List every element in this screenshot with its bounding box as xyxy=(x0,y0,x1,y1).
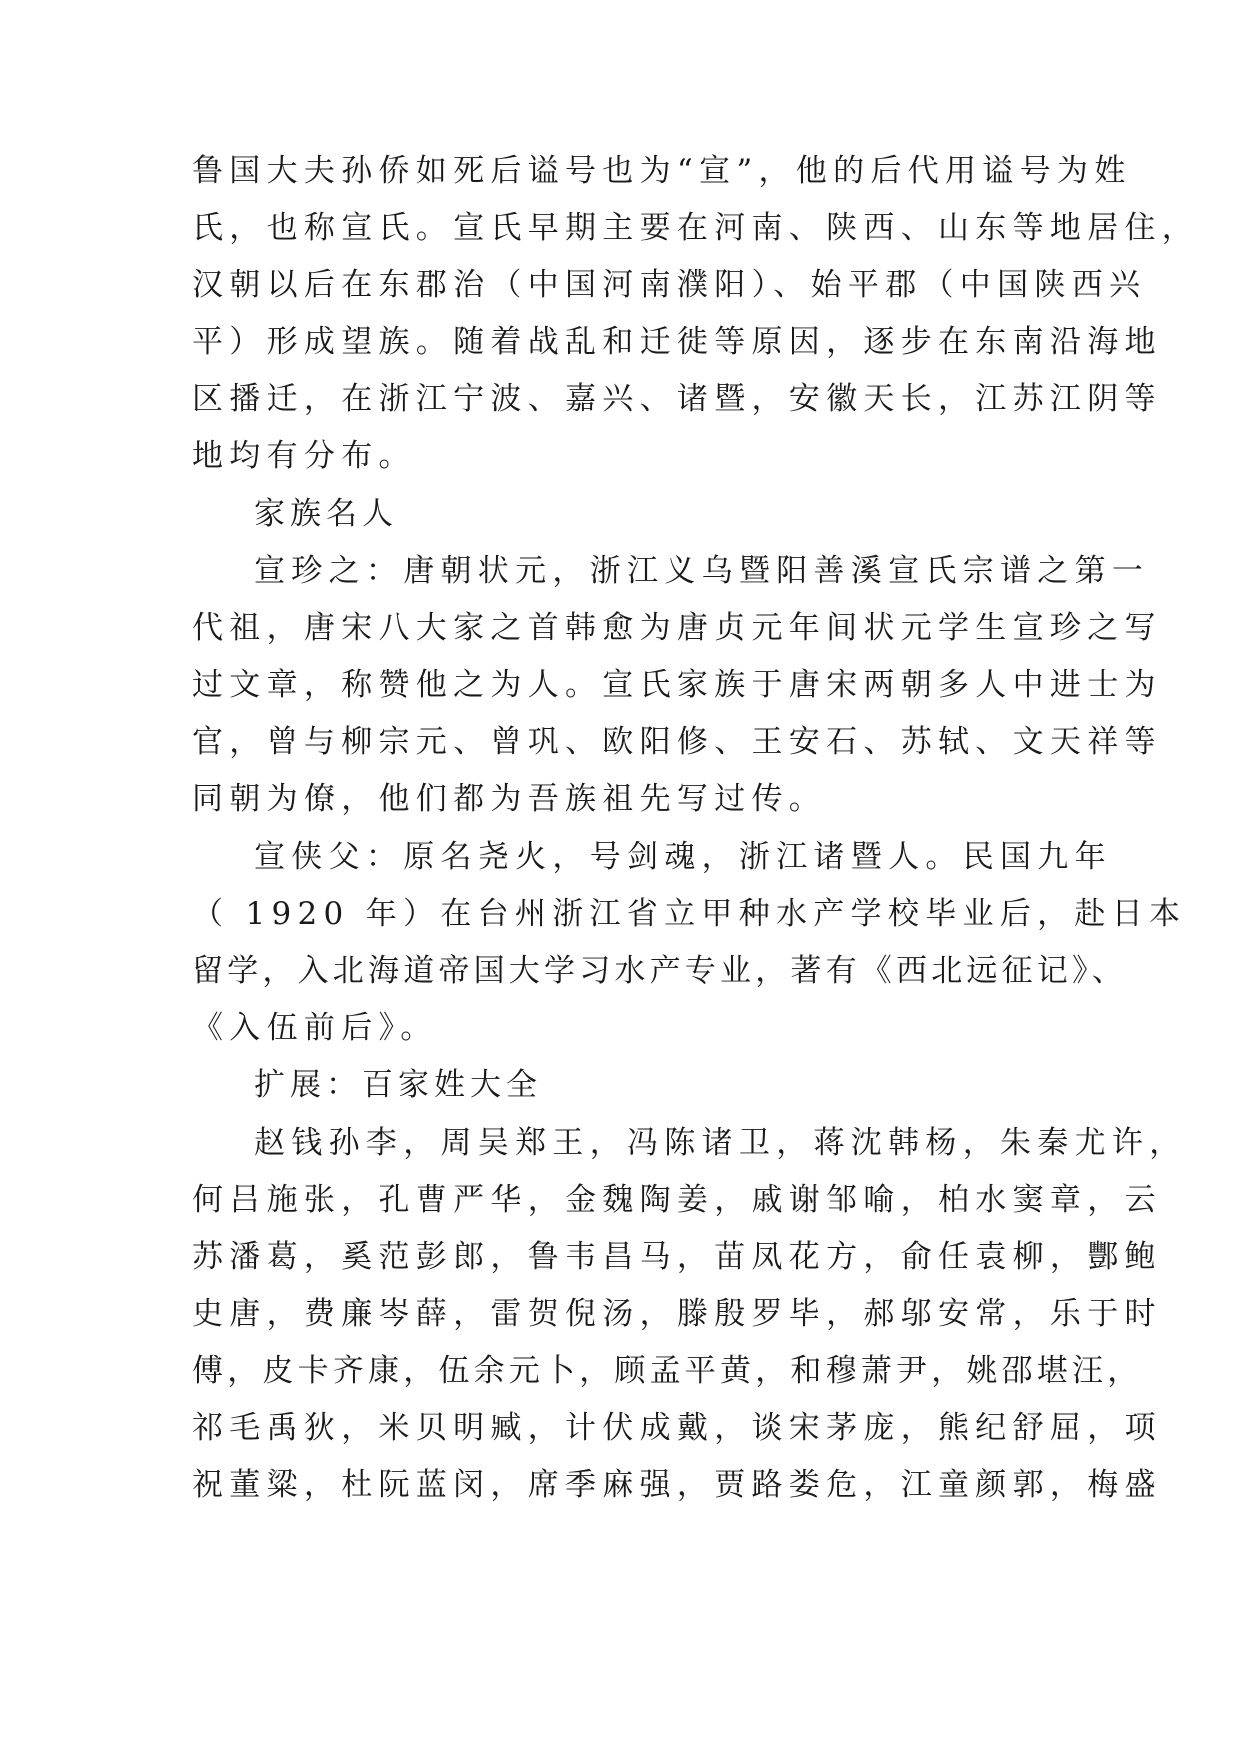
text-line: 祁毛禹狄，米贝明臧，计伏成戴，谈宋茅庞，熊纪舒屈，项 xyxy=(192,1410,1162,1446)
text-line: 同朝为僚，他们都为吾族祖先写过传。 xyxy=(192,781,827,817)
text-line: 傅，皮卡齐康，伍余元卜，顾孟平黄，和穆萧尹，姚邵堪汪， xyxy=(192,1353,1143,1389)
text-line: 区播迁，在浙江宁波、嘉兴、诸暨，安徽天长，江苏江阴等 xyxy=(192,381,1162,417)
section-heading: 家族名人 xyxy=(254,496,398,532)
text-line: 《入伍前后》。 xyxy=(192,1010,438,1046)
text-line: 汉朝以后在东郡治（中国河南濮阳）、始平郡（中国陕西兴 xyxy=(192,267,1147,303)
text-line: 赵钱孙李，周吴郑王，冯陈诸卫，蒋沈韩杨，朱秦尤许， xyxy=(254,1125,1187,1161)
text-line: 宣珍之：唐朝状元，浙江义乌暨阳善溪宣氏宗谱之第一 xyxy=(254,553,1150,589)
text-line: 宣侠父：原名尧火，号剑魂，浙江诸暨人。民国九年 xyxy=(254,839,1112,875)
text-line: 地均有分布。 xyxy=(192,438,416,474)
text-line: 史唐，费廉岑薛，雷贺倪汤，滕殷罗毕，郝邬安常，乐于时 xyxy=(192,1296,1162,1332)
text-line: 代祖，唐宋八大家之首韩愈为唐贞元年间状元学生宣珍之写 xyxy=(192,610,1162,646)
text-line: 氏，也称宣氏。宣氏早期主要在河南、陕西、山东等地居住， xyxy=(192,210,1200,246)
text-line: 何吕施张，孔曹严华，金魏陶姜，戚谢邹喻，柏水窦章，云 xyxy=(192,1182,1162,1218)
text-line: 苏潘葛，奚范彭郎，鲁韦昌马，苗凤花方，俞任袁柳，酆鲍 xyxy=(192,1239,1162,1275)
text-line: 鲁国大夫孙侨如死后谥号也为“宣”，他的后代用谥号为姓 xyxy=(192,153,1132,189)
text-line: 祝董粱，杜阮蓝闵，席季麻强，贾路娄危，江童颜郭，梅盛 xyxy=(192,1467,1162,1503)
text-line: 过文章，称赞他之为人。宣氏家族于唐宋两朝多人中进士为 xyxy=(192,667,1162,703)
text-line: 留学，入北海道帝国大学习水产专业，著有《西北远征记》、 xyxy=(192,953,1127,989)
text-line: （ 1920 年）在台州浙江省立甲种水产学校毕业后，赴日本 xyxy=(192,896,1187,932)
section-heading: 扩展：百家姓大全 xyxy=(254,1067,542,1103)
text-line: 平）形成望族。随着战乱和迁徙等原因，逐步在东南沿海地 xyxy=(192,324,1162,360)
text-line: 官，曾与柳宗元、曾巩、欧阳修、王安石、苏轼、文天祥等 xyxy=(192,724,1162,760)
